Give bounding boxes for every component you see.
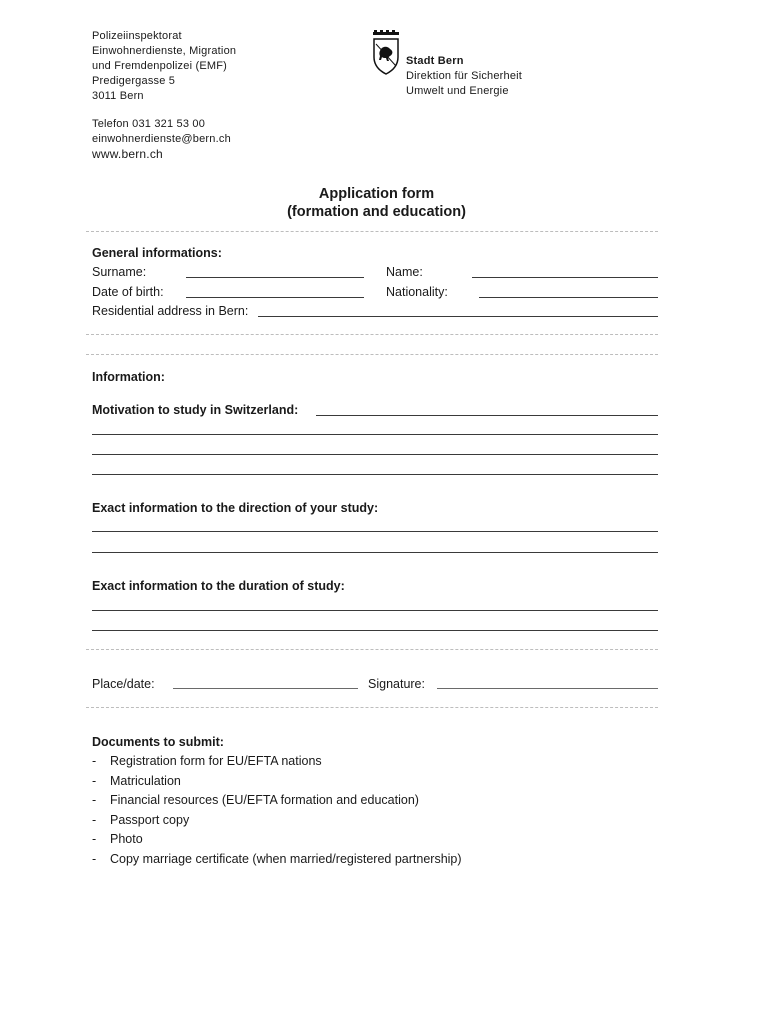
city-block xyxy=(406,54,522,99)
divider xyxy=(86,649,658,650)
general-heading: General informations: xyxy=(92,246,222,260)
name-label: Name: xyxy=(386,265,423,279)
address-label: Residential address in Bern: xyxy=(92,304,249,318)
list-item: - Copy marriage certificate (when married/registered partnership) xyxy=(92,852,462,866)
study-duration-field[interactable] xyxy=(92,610,658,611)
sender-line: Predigergasse 5 xyxy=(92,75,176,87)
sender-line: und Fremdenpolizei (EMF) xyxy=(92,60,228,72)
nationality-label: Nationality: xyxy=(386,285,448,299)
sender-line: Polizeiinspektorat xyxy=(92,30,182,42)
motivation-field[interactable] xyxy=(316,415,658,416)
sender-line: Einwohnerdienste, Migration xyxy=(92,45,237,57)
sender-line: 3011 Bern xyxy=(92,90,144,102)
study-direction-label: Exact information to the direction of your study: xyxy=(92,501,379,515)
list-item: - Matriculation xyxy=(92,774,181,788)
website-link[interactable]: www.bern.ch xyxy=(92,147,163,161)
study-duration-label: Exact information to the duration of study: xyxy=(92,579,345,593)
signature-field[interactable] xyxy=(437,688,658,689)
list-item: - Financial resources (EU/EFTA formation and education) xyxy=(92,793,419,807)
contact-block xyxy=(92,117,231,162)
bern-coat-of-arms-icon xyxy=(372,30,400,76)
divider xyxy=(86,707,658,708)
surname-field[interactable] xyxy=(186,277,364,278)
place-date-label: Place/date: xyxy=(92,677,155,691)
address-line-2[interactable] xyxy=(86,334,658,335)
list-item: - Passport copy xyxy=(92,813,190,827)
email-address: einwohnerdienste@bern.ch xyxy=(92,133,231,145)
department-line: Umwelt und Energie xyxy=(406,85,509,97)
motivation-label: Motivation to study in Switzerland: xyxy=(92,403,299,417)
motivation-line-2[interactable] xyxy=(92,434,658,435)
city-name: Stadt Bern xyxy=(406,55,464,67)
signature-label: Signature: xyxy=(368,677,425,691)
sender-address xyxy=(92,29,352,104)
divider xyxy=(86,231,658,232)
form-subtitle: (formation and education) xyxy=(287,204,466,220)
surname-label: Surname: xyxy=(92,265,147,279)
list-item: - Registration form for EU/EFTA nations xyxy=(92,754,322,768)
address-field[interactable] xyxy=(258,316,658,317)
name-field[interactable] xyxy=(472,277,658,278)
motivation-line-4[interactable] xyxy=(92,474,658,475)
documents-heading: Documents to submit: xyxy=(92,735,224,749)
form-title: Application form xyxy=(318,186,435,202)
study-duration-line-2[interactable] xyxy=(92,630,658,631)
nationality-field[interactable] xyxy=(479,297,658,298)
list-item: - Photo xyxy=(92,832,143,846)
information-heading: Information: xyxy=(92,370,165,384)
study-direction-line-2[interactable] xyxy=(92,552,658,553)
address-line-3[interactable] xyxy=(86,354,658,355)
study-direction-field[interactable] xyxy=(92,531,658,532)
date-of-birth-label: Date of birth: xyxy=(92,285,164,299)
motivation-line-3[interactable] xyxy=(92,454,658,455)
department-line: Direktion für Sicherheit xyxy=(406,70,523,82)
phone-number: Telefon 031 321 53 00 xyxy=(92,118,206,130)
date-of-birth-field[interactable] xyxy=(186,297,364,298)
place-date-field[interactable] xyxy=(173,688,358,689)
